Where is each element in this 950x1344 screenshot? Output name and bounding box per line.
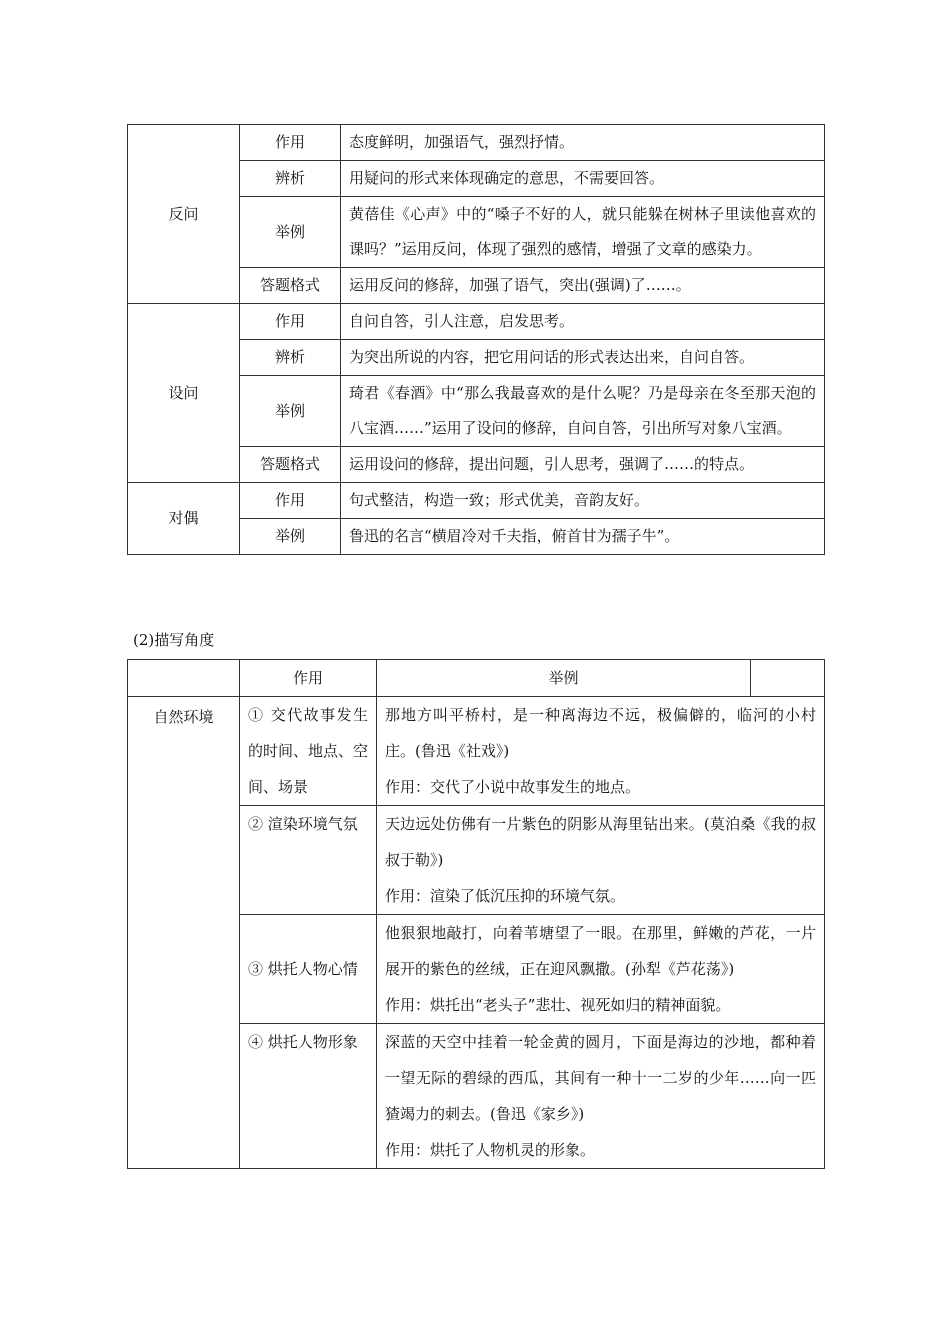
row-text: 鲁迅的名言“横眉冷对千夫指，俯首甘为孺子牛”。 [341,519,825,555]
row-label: 作用 [240,125,341,161]
header-cell [128,660,240,697]
role-cell: ④ 烘托人物形象 [240,1024,377,1169]
role-cell: ③ 烘托人物心情 [240,915,377,1024]
row-text: 运用反问的修辞，加强了语气，突出(强调)了……。 [341,268,825,304]
header-cell [751,660,825,697]
example-text: 深蓝的天空中挂着一轮金黄的圆月，下面是海边的沙地，都种着一望无际的碧绿的西瓜，其间有一种十一二岁的少年……向一匹猹竭力的刺去。(鲁迅《家乡》) [385,1033,816,1123]
category-fanwen: 反问 [128,125,240,304]
example-cell [377,697,825,806]
row-label: 举例 [240,197,341,268]
row-text: 为突出所说的内容，把它用问话的形式表达出来，自问自答。 [341,340,825,376]
category-duiou: 对偶 [128,483,240,555]
row-text: 自问自答，引人注意，启发思考。 [341,304,825,340]
row-label: 答题格式 [240,447,341,483]
row-text: 用疑问的形式来体现确定的意思，不需要回答。 [341,161,825,197]
example-text: 他狠狠地敲打，向着苇塘望了一眼。在那里，鲜嫩的芦花，一片展开的紫色的丝绒，正在迎风飘撒。(孙犁《芦花荡》) [385,924,816,978]
description-table [127,659,825,1169]
row-label: 作用 [240,304,341,340]
example-cell [377,1024,825,1169]
row-label: 答题格式 [240,268,341,304]
row-label: 作用 [240,483,341,519]
effect-text: 作用：烘托了人物机灵的形象。 [385,1141,596,1159]
example-text: 天边远处仿佛有一片紫色的阴影从海里钻出来。(莫泊桑《我的叔叔于勒》) [385,815,816,869]
role-cell: ① 交代故事发生的时间、地点、空间、场景 [240,697,377,806]
row-text: 句式整洁，构造一致；形式优美，音韵友好。 [341,483,825,519]
rhetoric-table [127,124,825,555]
row-label: 辨析 [240,340,341,376]
header-cell-role: 作用 [240,660,377,697]
effect-text: 作用：烘托出“老头子”悲壮、视死如归的精神面貌。 [385,996,731,1014]
row-label: 辨析 [240,161,341,197]
row-text: 态度鲜明，加强语气，强烈抒情。 [341,125,825,161]
example-cell [377,806,825,915]
section-caption: (2)描写角度 [133,631,215,649]
row-label: 举例 [240,376,341,447]
row-text: 运用设问的修辞，提出问题，引人思考，强调了……的特点。 [341,447,825,483]
example-cell [377,915,825,1024]
example-text: 那地方叫平桥村，是一种离海边不远，极偏僻的，临河的小村庄。(鲁迅《社戏》) [385,706,816,760]
category-natural-environment: 自然环境 [128,697,240,1169]
effect-text: 作用：渲染了低沉压抑的环境气氛。 [385,887,626,905]
category-shewen: 设问 [128,304,240,483]
row-text: 琦君《春酒》中“那么我最喜欢的是什么呢？乃是母亲在冬至那天泡的八宝酒……”运用了设问的修辞，自问自答，引出所写对象八宝酒。 [341,376,825,447]
effect-text: 作用：交代了小说中故事发生的地点。 [385,778,641,796]
row-text: 黄蓓佳《心声》中的“嗓子不好的人，就只能躲在树林子里读他喜欢的课吗？”运用反问，体现了强烈的感情，增强了文章的感染力。 [341,197,825,268]
role-cell: ② 渲染环境气氛 [240,806,377,915]
row-label: 举例 [240,519,341,555]
header-cell-example: 举例 [377,660,751,697]
